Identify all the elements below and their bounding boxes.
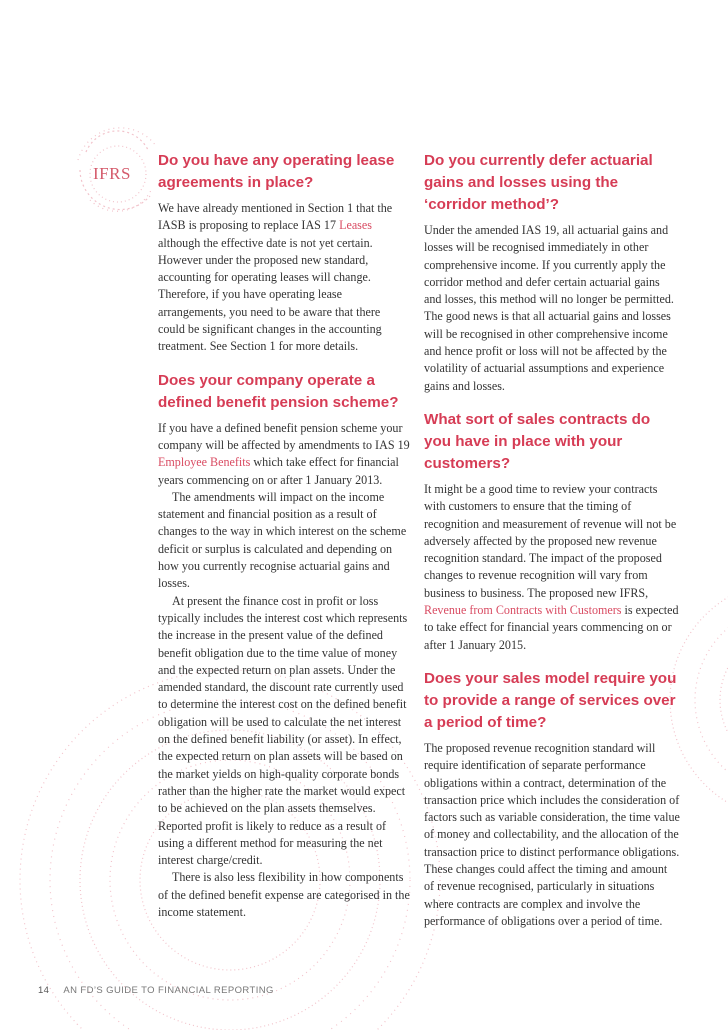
ref-revenue-contracts: Revenue from Contracts with Customers [424, 603, 622, 618]
paragraph-sales-model: The proposed revenue recognition standard will require identification of separate performance obligations within a contract, determination of the transaction price which includes the consideration of factors such as variable consideration, the time value of money and collectability, and the allocation of the transaction price to distinct performance obligations. These changes could affect the timing and amount of revenue recognised, particularly in situations where contracts are complex and involve the performance of obligations over a period of time. [424, 740, 680, 928]
paragraph-defined-benefit-1: If you have a defined benefit pension scheme your company will be affected by amendments to IAS 19 Employee Benefits which take effect for financial years commencing on or after 1 January 2013. [158, 420, 410, 487]
ifrs-logo: IFRS [93, 164, 131, 183]
ref-employee-benefits: Employee Benefits [158, 455, 251, 470]
paragraph-sales-contracts: It might be a good time to review your contracts with customers to ensure that the timing of recognition and measurement of revenue will not be adversely affected by the proposed new revenue recognition standard. The impact of the proposed changes to revenue recognition will vary from business to business. The proposed new IFRS, Revenue from Contracts with Customers is expected to take effect for financial years commencing on or after 1 January 2015. [424, 481, 679, 652]
paragraph-corridor-method: Under the amended IAS 19, all actuarial gains and losses will be recognised immediately in other comprehensive income. If you currently apply the corridor method and defer certain actuarial gains and losses, this method will no longer be permitted. The good news is that all actuarial gains and losses will be recognised in other comprehensive income and hence profit or loss will not be affected by the volatility of actuarial assumptions and experience gains and losses. [424, 223, 674, 393]
heading-sales-contracts: What sort of sales contracts do you have in place with your customers? [424, 410, 651, 472]
footer-label: AN FD’S GUIDE TO FINANCIAL REPORTING [63, 985, 274, 996]
right-column [424, 150, 680, 930]
left-column [158, 150, 410, 921]
paragraph-operating-lease: We have already mentioned in Section 1 that the IASB is proposing to replace IAS 17 Leases although the effective date is not yet certain. However under the proposed new standard, accounting for operating leases will change. Therefore, if you have operating lease arrangements, you need to be aware that there could be significant changes in the accounting treatment. See Section 1 for more details. [158, 201, 393, 354]
heading-sales-model: Does your sales model require you to provide a range of services over a period of time? [424, 669, 677, 731]
heading-operating-lease: Do you have any operating lease agreements in place? [158, 152, 395, 191]
paragraph-defined-benefit-3: At present the finance cost in profit or loss typically includes the interest cost which represents the increase in the present value of the defined benefit obligation due to the time value of money and the expected return on plan assets. Under the amended standard, the discount rate currently used to determine the interest cost on the defined benefit obligation will be used to calculate the net interest on the defined benefit liability (or asset). In effect, the expected return on plan assets will be based on the market yields on high-quality corporate bonds rather than the higher rate the market would expect to be achieved on the plan assets themselves. Reported profit is likely to reduce as a result of using a different method for measuring the net interest charge/credit. [158, 593, 408, 868]
paragraph-defined-benefit-2: The amendments will impact on the income statement and financial position as a result of changes to the way in which interest on the scheme deficit or surplus is calculated and depending on how you currently recognise actuarial gains and losses. [158, 489, 407, 591]
ref-leases: Leases [339, 218, 372, 233]
page-footer [38, 985, 274, 996]
heading-corridor-method: Do you currently defer actuarial gains and losses using the ‘corridor method’? [424, 152, 653, 213]
paragraph-defined-benefit-4: There is also less flexibility in how components of the defined benefit expense are categorised in the income statement. [158, 870, 410, 919]
heading-defined-benefit: Does your company operate a defined benefit pension scheme? [158, 371, 399, 411]
page-number: 14 [38, 985, 50, 996]
